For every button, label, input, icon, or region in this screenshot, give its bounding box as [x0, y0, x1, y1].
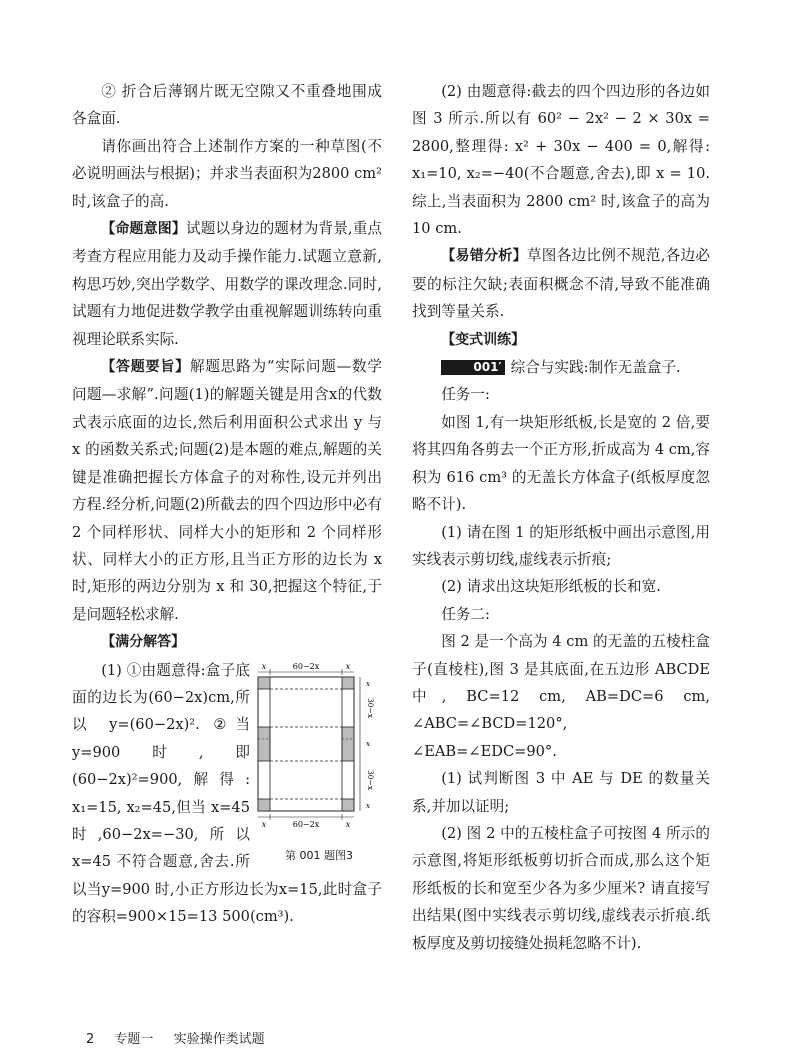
intent-heading: 【命题意图】 [101, 221, 186, 238]
variant-heading: 【变式训练】 [441, 331, 526, 348]
error-paragraph [412, 242, 710, 325]
error-heading: 【易错分析】 [441, 248, 527, 265]
left-column [72, 78, 382, 931]
task2-question-1: (1) 试判断图 3 中 AE 与 DE 的数量关系,并加以证明; [412, 770, 710, 815]
right-label-2: 30−x [366, 697, 375, 718]
task1-question-2: (2) 请求出这块矩形纸板的长和宽. [441, 578, 661, 596]
right-column [412, 78, 710, 957]
task2-text: 图 2 是一个高为 4 cm 的无盖的五棱柱盒子(直棱柱),图 3 是其底面,在五边形 ABCDE 中, BC=12 cm, AB=DC=6 cm, ∠ABC=∠BCD=120°, ∠EAB=∠EDC=90°. [412, 633, 710, 760]
variant-title-line [412, 354, 710, 381]
points-heading: 【答题要旨】 [101, 359, 190, 376]
footer-section: 专题一 [114, 1032, 154, 1047]
top-label-right: x [345, 661, 351, 671]
intent-paragraph [72, 215, 382, 353]
solution-part-2: (2) 由题意得:截去的四个四边形的各边如图 3 所示.所以有 60² − 2x² − 2 × 30x = 2800,整理得: x² + 30x − 400 = 0,解得: x₁=10, x₂=−40(不合题意,舍去),即 x = 10.综上,当表面积为 2800 cm² 时,该盒子的高为 10 cm. [412, 83, 710, 238]
task1-heading: 任务一: [441, 386, 490, 404]
task1-question-1: (1) 请在图 1 的矩形纸板中画出示意图,用实线表示剪切线,虚线表示折痕; [412, 523, 710, 568]
right-label-3: x [365, 738, 371, 748]
task2-heading: 任务二: [441, 605, 490, 623]
bottom-label-right: x [345, 819, 351, 829]
page-number: 2 [86, 1032, 95, 1047]
task1-text: 如图 1,有一块矩形纸板,长是宽的 2 倍,要将其四角各剪去一个正方形,折成高为 4 cm,容积为 616 cm³ 的无盖长方体盒子(纸板厚度忽略不计). [412, 413, 710, 514]
full-answer-heading: 【满分解答】 [101, 634, 186, 651]
solution-1-text: (1) ①由题意得:盒子底面的边长为(60−2x)cm,所以 y=(60−2x)². ②当 y=900时,即(60−2x)²=900,解得: x₁=15, x₂=45,但当 x=45时,60−2x=−30,所以 x=45 不符合题意,舍去.所以当y=900 时,小正方形边长为x=15,此时盒子的容积=900×15=13 500(cm³). [72, 661, 382, 926]
right-label-4: 30−x [366, 769, 375, 790]
condition-2: ② 折合后薄钢片既无空隙又不重叠地围成各盒面. [72, 83, 382, 128]
intent-text: 试题以身边的题材为背景,重点考查方程应用能力及动手操作能力.试题立意新,构思巧妙,突出学数学、用数学的课改理念.同时,试题有力地促进数学教学由重视解题训练转向重视理论联系实际. [72, 220, 383, 348]
points-text: 解题思路为“实际问题—数学问题—求解”.问题(1)的解题关键是用含x的代数式表示底面的边长,然后利用面积公式求出 y 与 x 的函数关系式;问题(2)是本题的难点,解题的关键是准确把握长方体盒子的对称性,设元并列出方程.经分析,问题(2)所截去的四个四边形中必有 2 个同样形状、同样大小的矩形和 2 个同样形状、同样大小的正方形,且当正方形的边长为 x 时,矩形的两边分别为 x 和 30,把握这个特征,于是问题轻松求解. [72, 358, 383, 623]
box-net-diagram [256, 659, 382, 839]
right-label-5: x [365, 800, 371, 810]
top-label-mid: 60−2x [292, 661, 320, 671]
right-label-1: x [365, 678, 371, 688]
bottom-label-mid: 60−2x [292, 819, 320, 829]
question-text: 请你画出符合上述制作方案的一种草图(不必说明画法与根据)；并求当表面积为2800 cm² 时,该盒子的高. [72, 137, 382, 210]
figure-caption: 第 001 题图3 [285, 848, 353, 862]
figure-3 [256, 659, 382, 864]
variant-heading-line [412, 326, 710, 354]
footer-topic: 实验操作类试题 [173, 1032, 265, 1047]
page-footer [86, 1028, 281, 1047]
full-answer-heading-line [72, 628, 382, 656]
solution-part-1 [72, 657, 382, 931]
top-label-left: x [261, 661, 267, 671]
error-text: 草图各边比例不规范,各边必要的标注欠缺;表面积概念不清,导致不能准确找到等量关系. [412, 247, 711, 321]
problem-number-badge: 001′ [441, 360, 504, 375]
points-paragraph [72, 353, 382, 628]
task2-question-2: (2) 图 2 中的五棱柱盒子可按图 4 所示的示意图,将矩形纸板剪切折合而成,那么这个矩形纸板的长和宽至少各为多少厘米? 请直接写出结果(图中实线表示剪切线,虚线表示折痕.纸板厚度及剪切接缝处损耗忽略不计). [412, 824, 710, 952]
task-title: 综合与实践:制作无盖盒子. [510, 359, 681, 377]
bottom-label-left: x [261, 819, 267, 829]
